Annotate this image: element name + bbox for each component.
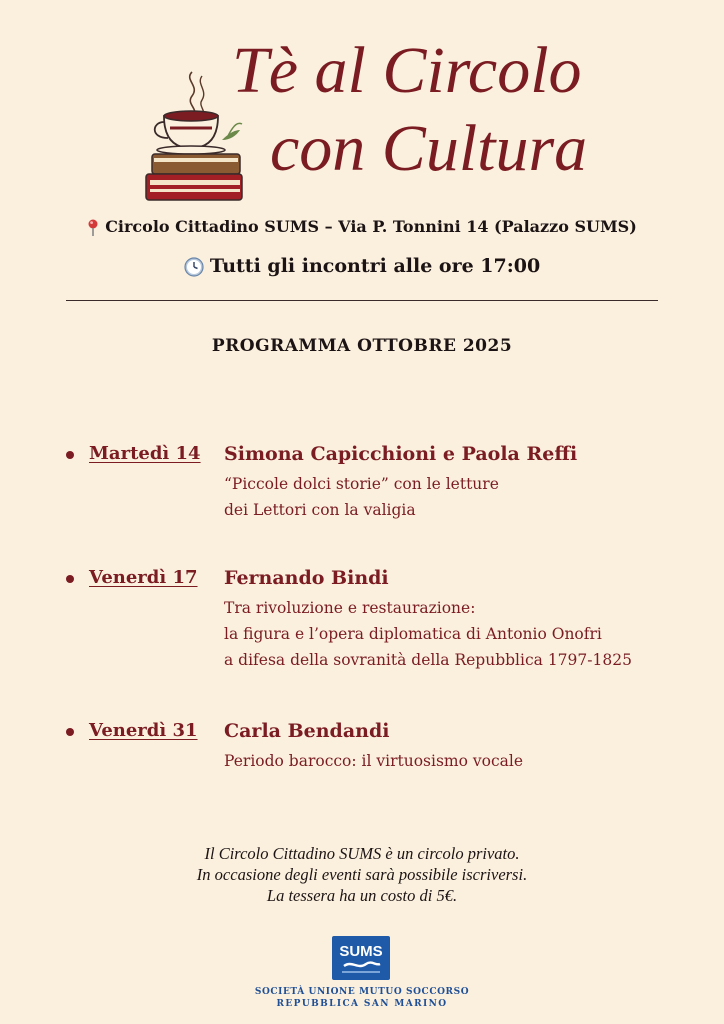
location-text: Circolo Cittadino SUMS – Via P. Tonnini 14 (Palazzo SUMS) — [105, 217, 637, 236]
org-subtitle: REPUBBLICA SAN MARINO — [276, 999, 448, 1009]
sums-logo-text: SUMS — [339, 943, 383, 960]
pin-icon — [87, 219, 99, 237]
event-speaker: Carla Bendandi — [224, 720, 390, 742]
notice-line: Il Circolo Cittadino SUMS è un circolo privato. — [204, 844, 520, 863]
sums-logo — [332, 936, 390, 980]
bullet-icon — [66, 728, 74, 736]
event-description-line: dei Lettori con la valigia — [224, 501, 416, 519]
clock-icon — [184, 257, 204, 277]
event-description-line: a difesa della sovranità della Repubblica 1797-1825 — [224, 651, 632, 669]
bullet-icon — [66, 575, 74, 583]
location-row — [0, 217, 724, 237]
time-text: Tutti gli incontri alle ore 17:00 — [209, 255, 541, 277]
event-description-line: Periodo barocco: il virtuosismo vocale — [224, 752, 524, 770]
org-name: SOCIETÀ UNIONE MUTUO SOCCORSO — [254, 987, 470, 997]
title-line-1: Tè al Circolo — [232, 34, 582, 107]
event-date: Venerdì 17 — [89, 567, 198, 588]
notice-line: In occasione degli eventi sarà possibile iscriversi. — [196, 865, 528, 884]
event-description — [224, 471, 499, 523]
event-date: Martedì 14 — [89, 443, 201, 464]
event-description — [224, 595, 632, 673]
header — [0, 28, 724, 198]
bullet-icon — [66, 451, 74, 459]
event-speaker: Fernando Bindi — [224, 567, 389, 589]
divider — [66, 300, 658, 301]
membership-notice — [0, 843, 724, 906]
event-description — [224, 748, 523, 774]
program-title: PROGRAMMA OTTOBRE 2025 — [211, 336, 513, 356]
title-line-2: con Cultura — [270, 112, 588, 185]
event-description-line: Tra rivoluzione e restaurazione: — [224, 599, 476, 617]
notice-line: La tessera ha un costo di 5€. — [266, 886, 458, 905]
event-description-line: la figura e l’opera diplomatica di Antonio Onofri — [224, 625, 602, 643]
event-description-line: “Piccole dolci storie” con le letture — [224, 475, 499, 493]
event-date: Venerdì 31 — [89, 720, 198, 741]
event-speaker: Simona Capicchioni e Paola Reffi — [224, 443, 578, 465]
time-row — [0, 255, 724, 277]
